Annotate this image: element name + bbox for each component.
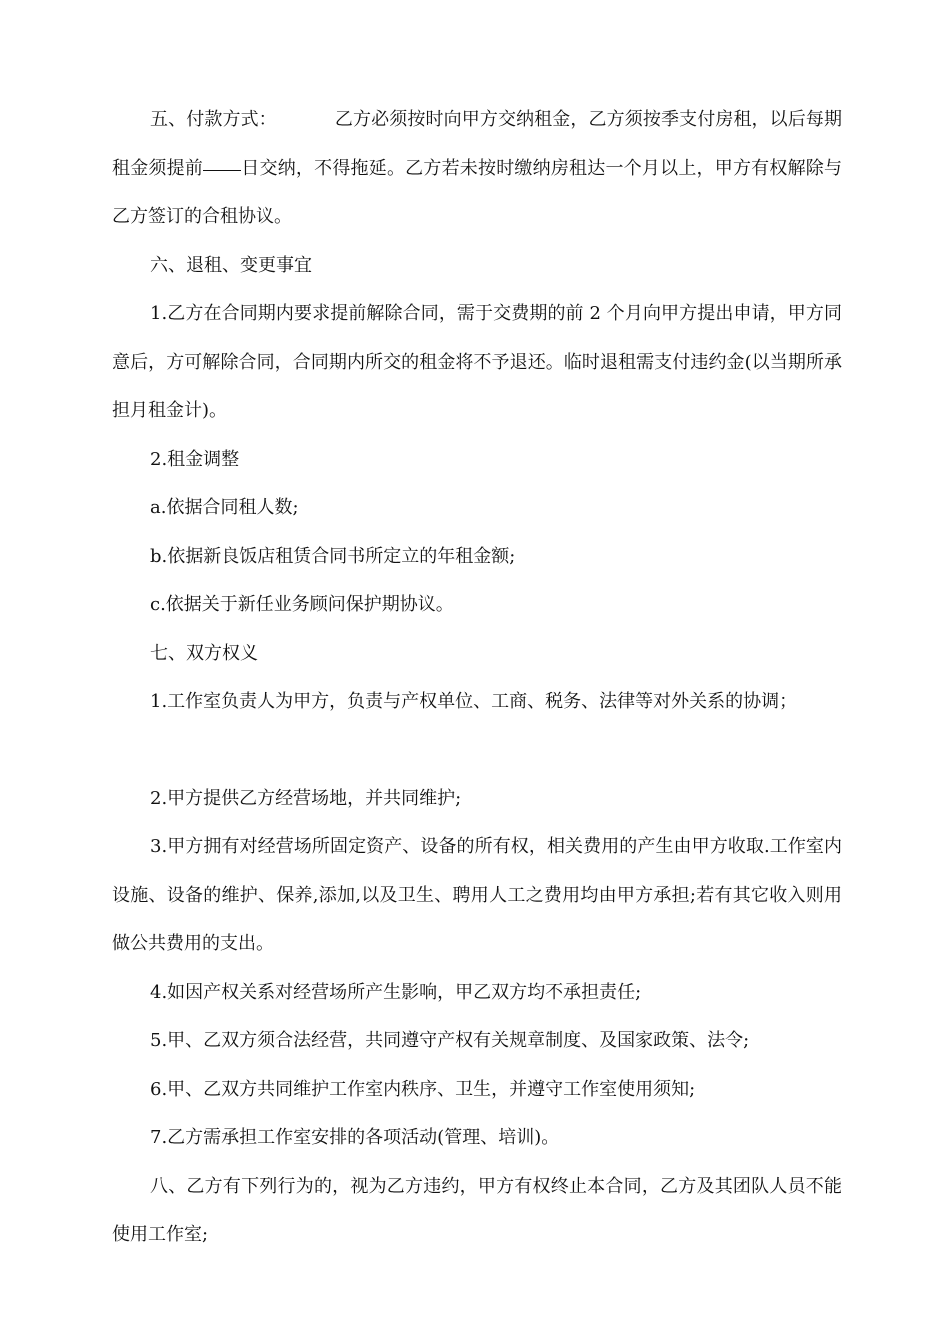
section-6-item-2: 2.租金调整 (150, 448, 240, 470)
days-blank-field (203, 170, 241, 171)
section-8-text: 八、乙方有下列行为的，视为乙方违约，甲方有权终止本合同，乙方及其团队人员不能使用工作室; (112, 1175, 842, 1245)
section-7-item-4: 4.如因产权关系对经营场所产生影响，甲乙双方均不承担责任; (150, 981, 642, 1003)
section-6-item-2b: b.依据新良饭店租赁合同书所定立的年租金额; (150, 545, 516, 567)
section-5-heading: 五、付款方式： (150, 109, 277, 130)
section-7-item-1: 1.工作室负责人为甲方，负责与产权单位、工商、税务、法律等对外关系的协调； (150, 691, 798, 712)
section-5-text-b: 日交纳，不得拖延。乙方若未按时缴纳房租达一个月以上，甲方有权解除与乙方签订的合租协议。 (112, 157, 843, 227)
section-7-item-2: 2.甲方提供乙方经营场地，并共同维护; (150, 787, 462, 809)
section-5-payment (112, 96, 842, 242)
section-7-item-5: 5.甲、乙双方须合法经营，共同遵守产权有关规章制度、及国家政策、法令; (150, 1030, 750, 1051)
section-7-item-7: 7.乙方需承担工作室安排的各项活动(管理、培训)。 (150, 1127, 560, 1148)
section-5-text-a: 乙方必须按时向甲方交纳租金，乙方须按季支付房租，以后每期租金须提前 (112, 109, 843, 179)
section-7-item-3: 3.甲方拥有对经营场所固定资产、设备的所有权，相关费用的产生由甲方收取.工作室内设施、设备的维护、保养,添加,以及卫生、聘用人工之费用均由甲方承担;若有其它收入则用做公共费用的支出。 (112, 836, 842, 954)
section-6-item-1: 1.乙方在合同期内要求提前解除合同，需于交费期的前 2 个月向甲方提出申请，甲方同意后，方可解除合同，合同期内所交的租金将不予退还。临时退租需支付违约金(以当期所承担月租金计)。 (112, 303, 842, 421)
section-6-item-2a: a.依据合同租人数; (150, 497, 299, 518)
section-6-item-2c: c.依据关于新任业务顾问保护期协议。 (150, 594, 454, 615)
section-7-item-6: 6.甲、乙双方共同维护工作室内秩序、卫生，并遵守工作室使用须知; (150, 1078, 696, 1100)
paragraph-gap (112, 727, 842, 775)
document-body (112, 96, 842, 1260)
section-7-heading: 七、双方权义 (150, 642, 258, 664)
section-6-heading: 六、退租、变更事宜 (150, 254, 312, 276)
